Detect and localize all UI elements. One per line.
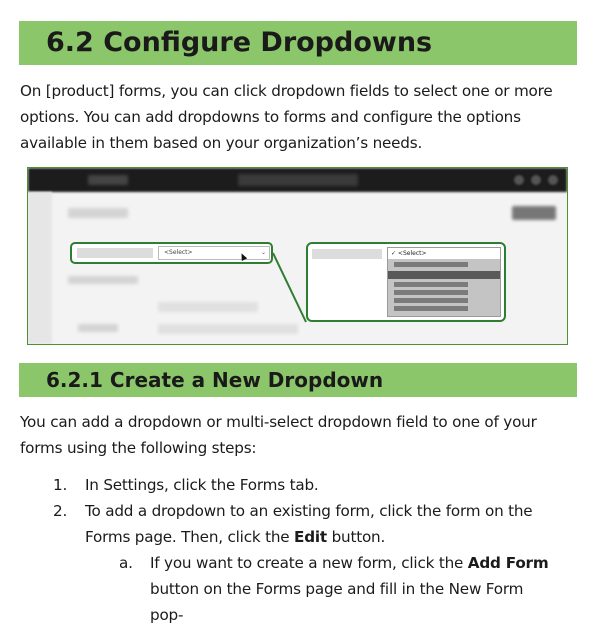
figure-blurred-text bbox=[68, 276, 138, 284]
subsection-heading: 6.2.1 Create a New Dropdown bbox=[19, 363, 577, 397]
figure-blurred-search bbox=[238, 174, 358, 186]
figure-blurred-label bbox=[78, 324, 118, 332]
add-form-label: Add Form bbox=[467, 554, 549, 572]
list-letter: a. bbox=[119, 554, 133, 572]
dropdown-option[interactable] bbox=[394, 298, 468, 303]
figure-blurred-logo bbox=[88, 175, 128, 185]
dropdown-option[interactable] bbox=[394, 306, 468, 311]
list-text: In Settings, click the Forms tab. bbox=[85, 476, 319, 494]
dropdown-list[interactable] bbox=[387, 247, 501, 317]
dropdown-option[interactable] bbox=[394, 282, 468, 287]
figure-sidebar bbox=[28, 192, 52, 344]
dropdown-callout-open bbox=[306, 242, 506, 322]
screenshot-figure bbox=[27, 167, 568, 345]
list-text: If you want to create a new form, click the Add Form button on the Forms page and fill in the New Form pop- bbox=[150, 554, 549, 624]
figure-icon bbox=[514, 175, 524, 185]
figure-icon bbox=[531, 175, 541, 185]
dropdown-option[interactable] bbox=[394, 290, 468, 295]
list-item bbox=[53, 472, 553, 498]
list-number: 2. bbox=[53, 502, 68, 520]
list-number: 1. bbox=[53, 476, 68, 494]
dropdown-option[interactable] bbox=[394, 262, 468, 267]
section-intro: On [product] forms, you can click dropdown fields to select one or more options. You can add dropdowns to forms and configure the options available in them based on your organization’s needs. bbox=[20, 82, 553, 152]
field-label-blurred bbox=[312, 249, 382, 259]
subsection-intro: You can add a dropdown or multi-select dropdown field to one of your forms using the following steps: bbox=[20, 413, 537, 457]
list-text: To add a dropdown to an existing form, click the form on the Forms page. Then, click the Edit button. bbox=[85, 502, 533, 546]
select-field[interactable] bbox=[158, 246, 270, 260]
select-placeholder: <Select> bbox=[164, 249, 193, 256]
figure-blurred-title bbox=[68, 208, 128, 218]
edit-label: Edit bbox=[294, 528, 327, 546]
figure-icon bbox=[548, 175, 558, 185]
field-label-blurred bbox=[77, 248, 153, 258]
list-item bbox=[119, 550, 559, 628]
figure-blurred-field bbox=[158, 302, 258, 312]
figure-blurred-button bbox=[512, 206, 556, 220]
chevron-down-icon: ⌄ bbox=[260, 249, 266, 256]
dropdown-selected-option[interactable]: ✓ <Select> bbox=[388, 248, 500, 259]
figure-blurred-field bbox=[158, 324, 298, 334]
dropdown-option-highlighted[interactable] bbox=[388, 271, 500, 279]
section-heading: 6.2 Configure Dropdowns bbox=[19, 21, 577, 65]
list-item bbox=[53, 498, 553, 550]
